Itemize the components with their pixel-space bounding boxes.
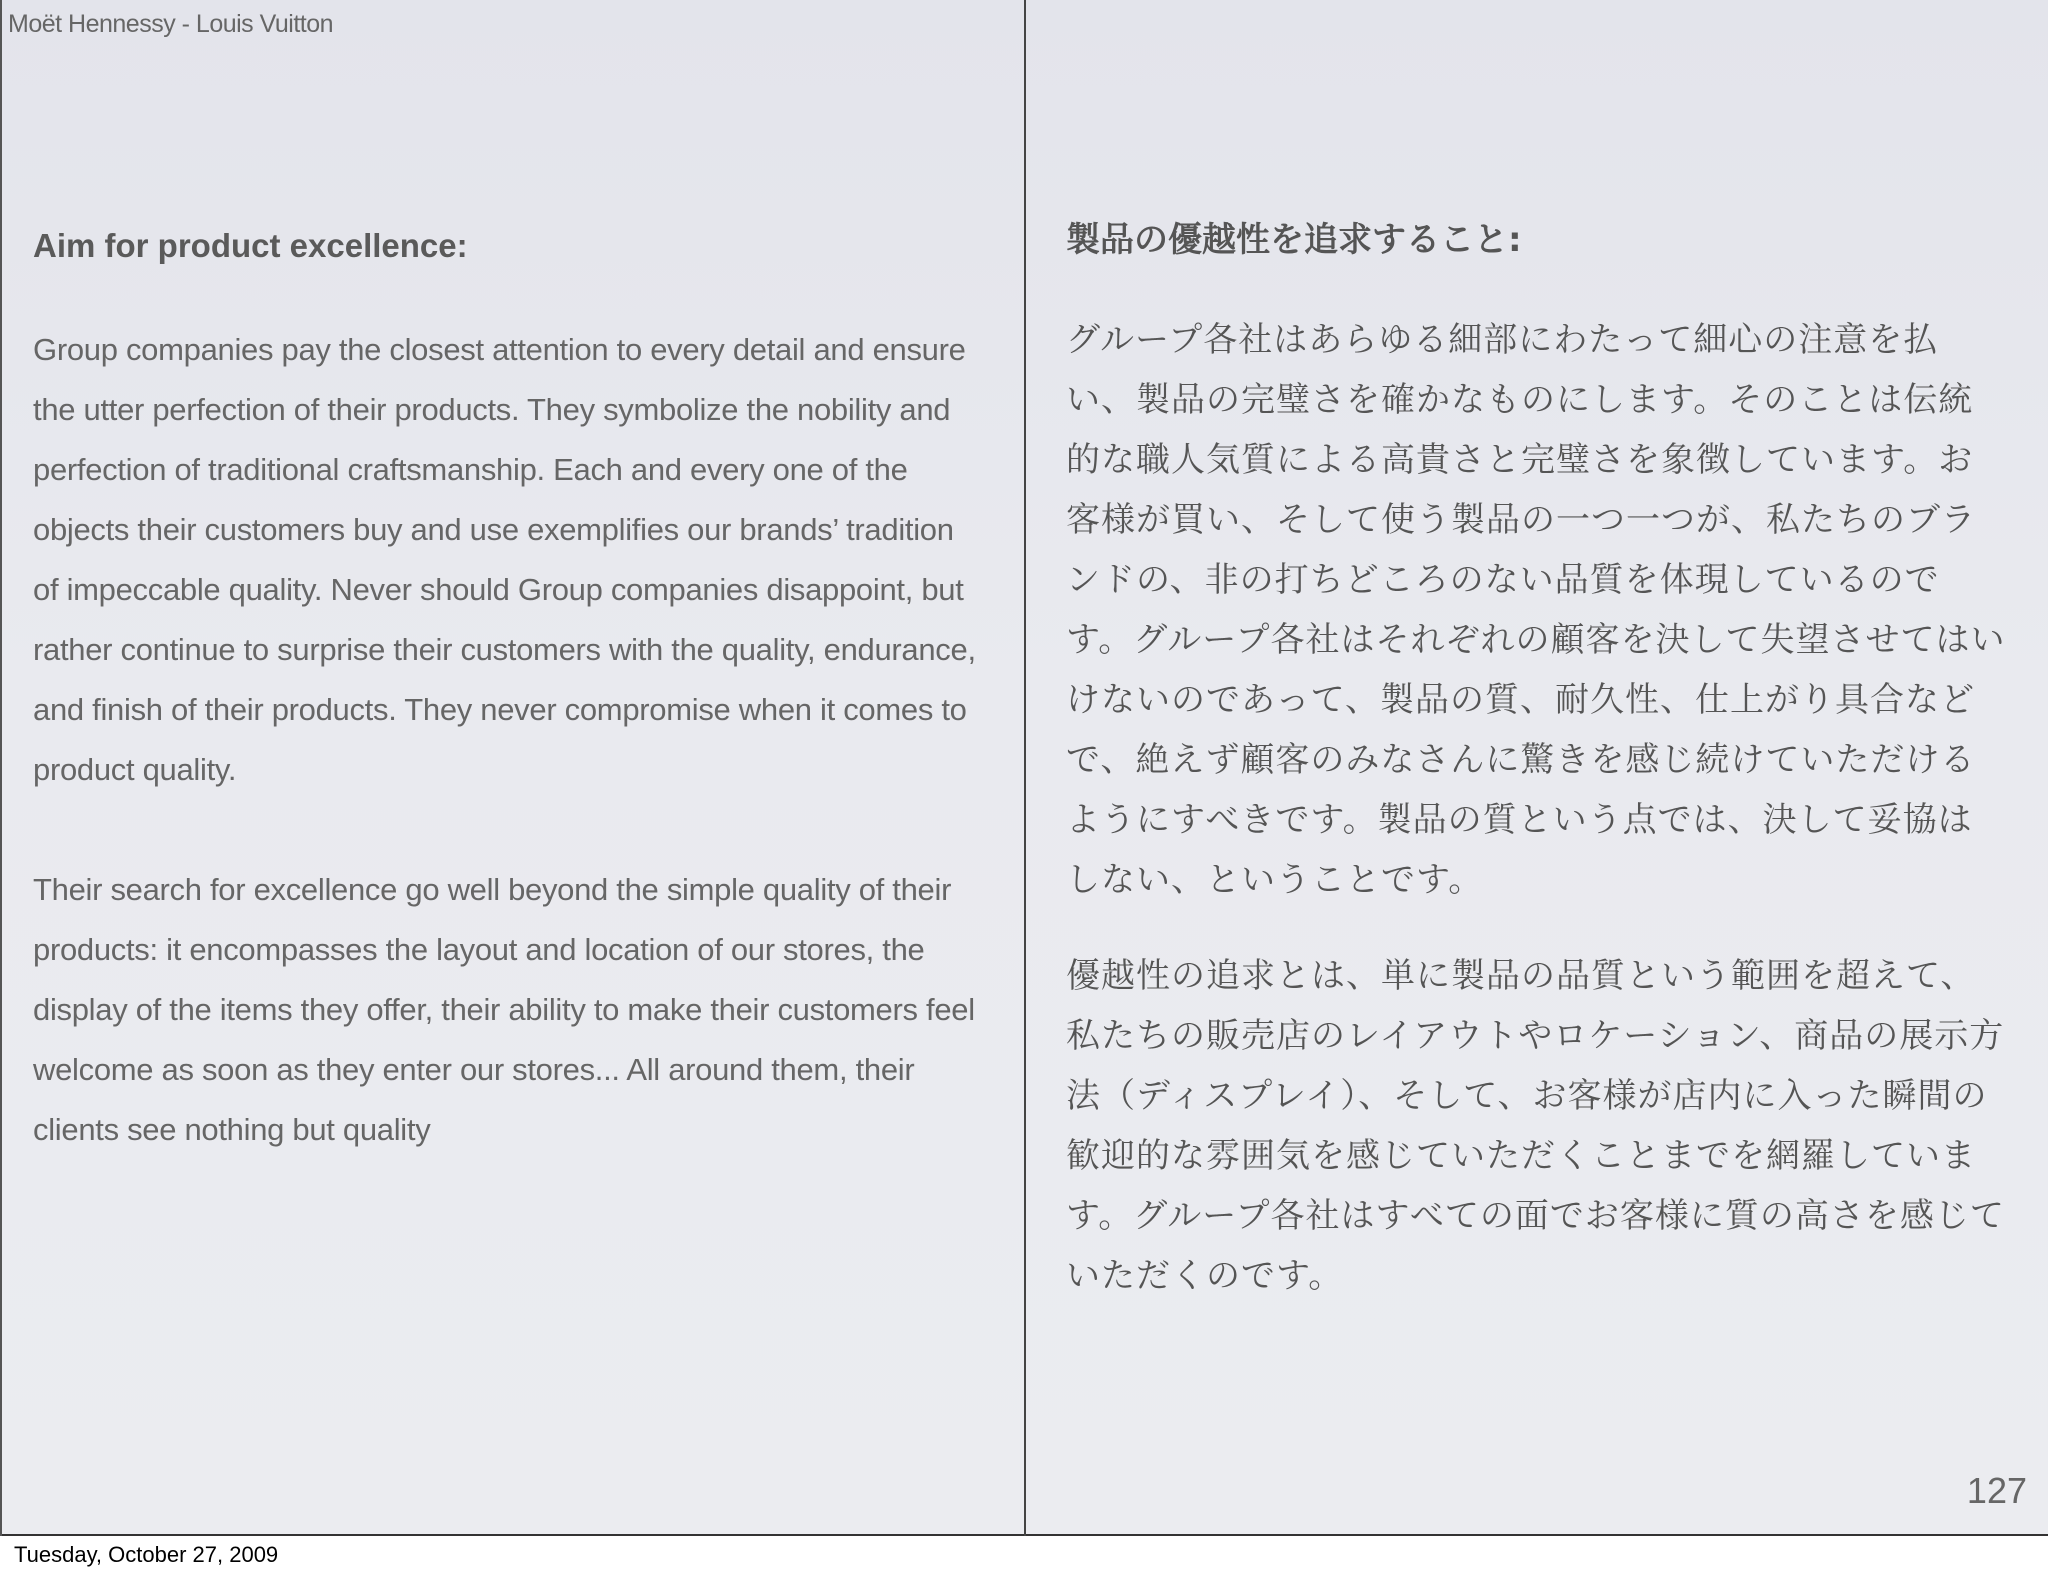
page-divider: [1024, 0, 1026, 1536]
english-paragraph-1: Group companies pay the closest attention to every detail and ensure the utter perfection of their products. They symbolize the nobility and perfection of traditional craftsmanship. Each and every one of the objects their customers buy and use exemplifies our brands’ tradition of impeccable quality. Never should Group companies disappoint, but rather continue to surprise their customers with the quality, endurance, and finish of their products. They never compromise when it comes to product quality.: [33, 332, 976, 787]
english-heading: Aim for product excellence:: [33, 227, 468, 264]
japanese-heading: 製品の優越性を追求すること:: [1066, 220, 1522, 260]
slide-edge: [0, 0, 2, 1536]
english-column: [33, 218, 983, 1220]
header-title: Moët Hennessy - Louis Vuitton: [8, 10, 334, 38]
english-paragraph-2: Their search for excellence go well beyond the simple quality of their products: it encompasses the layout and location of our stores, the display of the items they offer, their ability to make their customers feel welcome as soon as they enter our stores... All around them, their clients see nothing but quality: [33, 872, 975, 1147]
page-number: 127: [1966, 1470, 2027, 1511]
japanese-paragraph-2: 優越性の追求とは、単に製品の品質という範囲を超えて、私たちの販売店のレイアウトやロケーション、商品の展示方法（ディスプレイ）、そして、お客様が店内に入った瞬間の歓迎的な雰囲気を感じていただくことまでを網羅しています。グループ各社はすべての面でお客様に質の高さを感じていただくのです。: [1066, 956, 2005, 1296]
footer-date: Tuesday, October 27, 2009: [14, 1542, 279, 1567]
japanese-column: [1066, 210, 2006, 1342]
japanese-paragraph-1: グループ各社はあらゆる細部にわたって細心の注意を払い、製品の完璧さを確かなものにします。そのことは伝統的な職人気質による高貴さと完璧さを象徴しています。お客様が買い、そして使う製品の一つ一つが、私たちのブランドの、非の打ちどころのない品質を体現しているのです。グループ各社はそれぞれの顧客を決して失望させてはいけないのであって、製品の質、耐久性、仕上がり具合などで、絶えず顧客のみなさんに驚きを感じ続けていただけるようにすべきです。製品の質という点では、決して妥協はしない、ということです。: [1066, 320, 2006, 900]
